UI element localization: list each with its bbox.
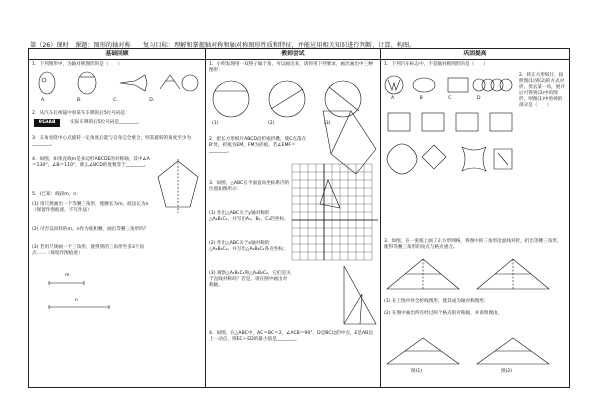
c1-q1-figures — [35, 71, 200, 101]
c1-q1-opt-d: D. — [149, 98, 155, 103]
column-consolidate — [381, 49, 569, 387]
paper-cut-figures — [384, 109, 516, 189]
main-table — [28, 48, 570, 388]
coordinate-grid — [292, 164, 382, 264]
c2-q3c: (3) 观察△A₁B₁C₁和△A₂B₂C₂，它们是关于直线对称吗？若是，请在图中画出对称轴。 — [209, 271, 291, 289]
c1-q4: 4．如图，如果直线m是多边形ABCDE的对称轴，其中∠A＝130°，∠B＝110°，那么∠BCD的度数等于________。 — [32, 157, 150, 169]
c3-q1-opt-a: A — [391, 96, 395, 101]
c1-q1: 1．下列图形中，为轴对称图形的是（ ） — [32, 62, 123, 67]
c2-q3a: (1) 作出△ABC关于y轴对称的△A₁B₁C₁，并写出A₁、B₁、C₁的坐标； — [209, 211, 289, 223]
c1-q1-opt-a: A. — [41, 98, 46, 103]
c1-q4-polygon — [154, 159, 202, 214]
c1-q2: 2．从汽车后视镜中看某车车牌的后5位号码是： — [32, 111, 130, 116]
c3-q3b: (2) 在图中画出所有经过两个格点的对称轴，并说明理由。 — [384, 311, 503, 316]
c1-q1-opt-b: B. — [77, 98, 82, 103]
column-header-teacher: 教师尝试 — [206, 49, 380, 60]
c1-q5-segments — [49, 277, 119, 322]
c2-q2: 2．把长方形纸片ABCD沿折痕折叠，使C点落在B'处，折痕为EM，FM为折痕，若∠EMF＝________。 — [209, 137, 307, 155]
c1-q5a: (1) 用尺规画出一个等腰三角形，使腰长为m，底边长为n（保留作图痕迹，不写作法） — [32, 202, 149, 214]
c1-q5c: (3) 若用尺规画一个三角形，使得到的三角形至多3个顶点……（保留作图痕迹） — [32, 245, 144, 257]
c1-q5: 5．(已知：线段m、n： — [32, 192, 81, 197]
c1-q1-opt-c: C. — [113, 98, 118, 103]
segment-n-label: n — [75, 298, 78, 303]
c2-q1: 1．小明发现用一双筷子做个角，可以画出来，请你用下列要求，画出画出中三种图形： — [209, 62, 373, 74]
c2-q1-label-2: (2) — [267, 121, 275, 126]
c2-q1-label-1: (1) — [212, 121, 219, 126]
c3-q3a: (1) 在上图中补全折线图形，使其成为轴对称图形； — [384, 299, 489, 304]
c3-q3: 3．如图，在一张纸上画了正方形网格，将图中的三角形沿虚线对折，折出等腰三角形，使得等腰三角形的顶点与格点重合。 — [384, 239, 562, 251]
c3-q1-options — [391, 96, 511, 102]
segment-m-label: m — [65, 273, 70, 278]
figure-2-label: 图(2) — [501, 369, 513, 374]
triangle-grid-bottom — [385, 334, 565, 369]
mirrored-plate: BA629 — [34, 119, 60, 127]
c2-q4-triangle — [334, 264, 379, 329]
c2-q4: 4．如图，在△ABC中，AC＝BC＝2，∠ACB＝90°，D是BC边的中点，E是AB边上一动点，则EC＋ED的最小值是________。 — [209, 331, 373, 343]
column-basic-review — [29, 49, 206, 387]
c1-q5b: (2) 可否以同样的m、n作为底和腰，画出等腰三角形吗？ — [32, 227, 149, 232]
triangle-grid-top — [385, 254, 565, 294]
column-teacher-try — [206, 49, 381, 387]
c3-q1-opt-d: D — [476, 96, 481, 101]
c2-q3: 3．如图，△ABC在平面直角坐标系内的位置如图所示： — [209, 181, 290, 193]
page-header: 第（26）课时 课题：图形的轴对称 复习目标：理解和掌握轴对称和轴对称图形性质和特征，并能应用相关知识进行判断、计算、构图。 — [30, 42, 416, 49]
c2-q1-label-3: (3) — [323, 121, 331, 126]
c3-q1-opt-c: C — [448, 96, 452, 101]
c3-q2: 2．将正方形纸片，按照图(1)到(2)的方式对折，剪去某一角，展开后可得到(3)中的图形，则图(1)中剪掉的部分是（ ） — [519, 73, 565, 109]
c1-q2b: 实际车牌的后5位号码是________。 — [61, 120, 143, 125]
column-header-consolidate: 巩固提高 — [381, 49, 569, 60]
figure-1-label: 图(1) — [411, 369, 423, 374]
column-header-basic: 基础回顾 — [29, 49, 205, 60]
c1-q3: 3．五角星绕中心点旋转一定角度后能与自身完全重合，则其旋转的角度至少为________。 — [32, 136, 192, 148]
c2-q3b: (2) 作出△ABC关于x轴对称的△A₂B₂C₂，并写出△A₂B₂C₂各点坐标； — [209, 241, 288, 253]
car-logos — [384, 75, 509, 97]
c3-q1: 1．下列汽车标志中，不是轴对称图形的是（ ） — [384, 62, 488, 67]
c1-q1-options — [41, 98, 201, 104]
c3-q1-opt-b: B — [419, 96, 423, 101]
